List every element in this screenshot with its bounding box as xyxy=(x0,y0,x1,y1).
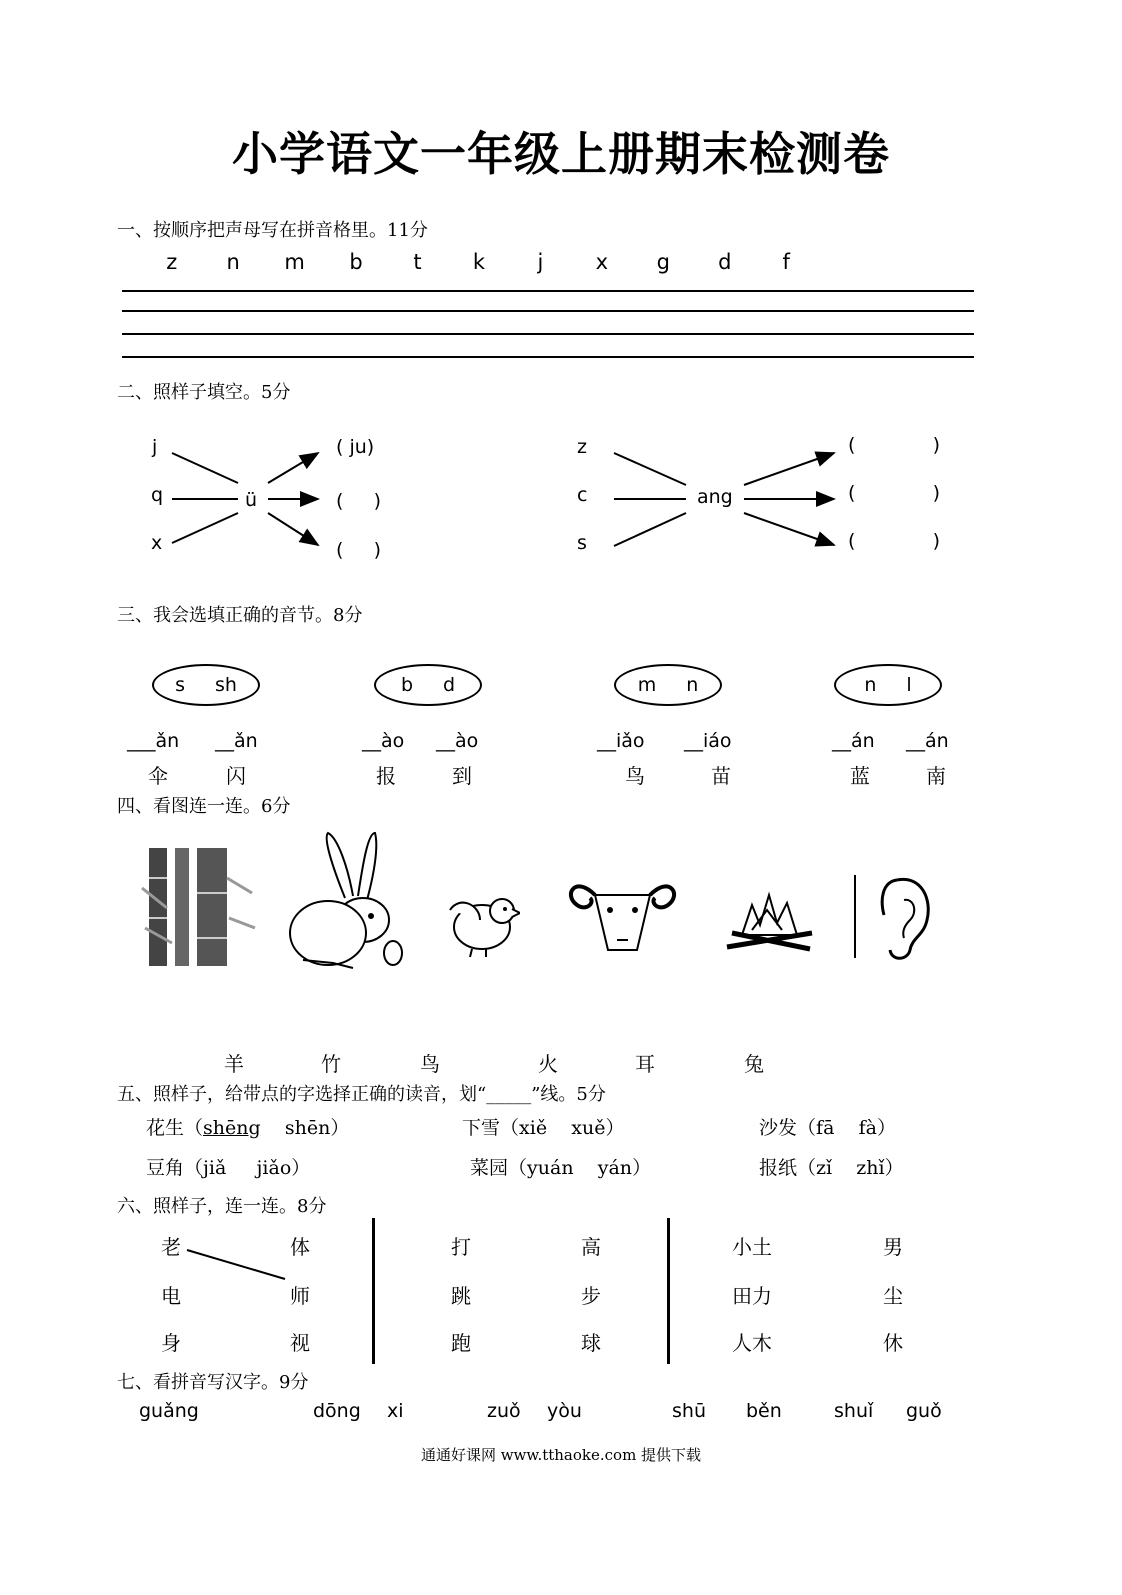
choice-option: sh xyxy=(214,674,237,696)
reading-item: 报纸（zǐ zhǐ） xyxy=(759,1157,904,1179)
initial-letter: t xyxy=(413,250,422,274)
answer-blank[interactable]: ( ) xyxy=(336,539,382,561)
initial-letter: d xyxy=(718,250,732,274)
hanzi-char: 苗 xyxy=(711,764,731,788)
initial-s: s xyxy=(577,532,587,554)
choice-oval xyxy=(614,664,722,706)
item-word: 豆角 xyxy=(146,1157,185,1179)
reading-item: 下雪（xiě xuě） xyxy=(462,1117,625,1139)
choice-option: n xyxy=(686,674,699,696)
initial-letter: k xyxy=(472,250,486,274)
initial-letter: x xyxy=(595,250,609,274)
match-char[interactable]: 师 xyxy=(290,1284,310,1308)
choice-option: l xyxy=(906,674,912,696)
hanzi-char: 蓝 xyxy=(850,764,870,788)
initial-c: c xyxy=(577,484,588,506)
answer-blank[interactable]: ( ) xyxy=(848,482,940,504)
match-char[interactable]: 男 xyxy=(883,1235,903,1259)
pinyin-word: yòu xyxy=(547,1400,582,1422)
initial-letter: f xyxy=(782,250,790,274)
syllable-blank[interactable]: __ào xyxy=(436,730,479,752)
match-char[interactable]: 老 xyxy=(161,1235,181,1259)
ear-icon[interactable] xyxy=(852,870,947,965)
choice-option: s xyxy=(175,674,185,696)
pinyin-option[interactable]: yán xyxy=(597,1157,633,1179)
match-char[interactable]: 视 xyxy=(290,1331,310,1355)
syllable-blank[interactable]: __ào xyxy=(362,730,405,752)
pinyin-word: běn xyxy=(746,1400,782,1422)
column-divider xyxy=(667,1218,670,1364)
arrow-line xyxy=(268,513,318,545)
item-word: 报纸 xyxy=(759,1157,798,1179)
initial-letter: b xyxy=(349,250,363,274)
heading-text: ”线。5分 xyxy=(531,1084,606,1105)
match-char[interactable]: 体 xyxy=(290,1235,310,1259)
final-u: ü xyxy=(245,489,258,511)
match-char[interactable]: 田力 xyxy=(732,1284,772,1308)
arrow-line xyxy=(744,513,834,545)
picture-word: 竹 xyxy=(321,1052,341,1076)
match-char[interactable]: 休 xyxy=(883,1331,903,1355)
page-title: 小学语文一年级上册期末检测卷 xyxy=(232,127,890,181)
picture-word: 鸟 xyxy=(420,1052,440,1076)
arrow-line xyxy=(744,453,834,485)
item-word: 花生 xyxy=(146,1117,185,1139)
initial-j: j xyxy=(152,436,158,458)
item-word: 菜园 xyxy=(470,1157,509,1179)
pinyin-option[interactable]: fà xyxy=(858,1117,877,1139)
reading-item: 花生（shēng shēn） xyxy=(146,1117,350,1139)
reading-item: 菜园（yuán yán） xyxy=(470,1157,652,1179)
arrow-line xyxy=(268,453,318,483)
connector-line xyxy=(172,513,238,543)
initial-letter: z xyxy=(166,250,178,274)
example-connector-line xyxy=(185,1245,290,1285)
section-4-heading: 四、看图连一连。6分 xyxy=(117,796,291,817)
match-char[interactable]: 尘 xyxy=(883,1284,903,1308)
section-5-heading xyxy=(117,1080,606,1106)
pinyin-word: guǎng xyxy=(139,1400,199,1422)
bamboo-icon[interactable] xyxy=(137,848,257,968)
match-char[interactable]: 身 xyxy=(161,1331,181,1355)
connector-line xyxy=(172,453,238,483)
picture-word: 兔 xyxy=(744,1052,764,1076)
rabbit-icon[interactable] xyxy=(283,828,413,973)
match-char[interactable]: 跑 xyxy=(451,1331,471,1355)
choice-option: b xyxy=(400,674,413,696)
pinyin-word: shū xyxy=(672,1400,706,1422)
match-char[interactable]: 小土 xyxy=(732,1235,772,1259)
initial-letter: j xyxy=(537,250,544,274)
hanzi-char: 鸟 xyxy=(625,764,645,788)
match-char[interactable]: 电 xyxy=(161,1284,181,1308)
initial-letter: m xyxy=(284,250,305,274)
syllable-blank[interactable]: __iáo xyxy=(684,730,732,752)
syllable-blank[interactable]: __án xyxy=(832,730,875,752)
heading-text: 五、照样子，给带点的字选择正确的读音，划“ xyxy=(117,1084,487,1105)
pinyin-word: zuǒ xyxy=(487,1400,521,1422)
picture-word: 火 xyxy=(538,1052,558,1076)
pinyin-word: guǒ xyxy=(906,1400,942,1422)
item-word: 沙发 xyxy=(759,1117,798,1139)
reading-item: 豆角（jiǎ jiǎo） xyxy=(146,1157,311,1179)
choice-oval xyxy=(374,664,482,706)
match-char[interactable]: 人木 xyxy=(732,1331,772,1355)
heading-blank: _____ xyxy=(486,1084,532,1105)
section-6-heading: 六、照样子，连一连。8分 xyxy=(117,1196,327,1217)
choice-option: n xyxy=(864,674,877,696)
pinyin-writing-grid[interactable] xyxy=(122,290,974,360)
pinyin-option[interactable]: jiǎ xyxy=(203,1157,227,1179)
pinyin-option[interactable]: jiǎo xyxy=(256,1157,292,1179)
syllable-blank[interactable]: __ǎn xyxy=(215,730,258,752)
item-word: 下雪 xyxy=(462,1117,501,1139)
pinyin-option[interactable]: shēng xyxy=(203,1117,261,1139)
connector-line xyxy=(614,453,686,485)
choice-option: d xyxy=(443,674,456,696)
pinyin-word: dōng xyxy=(313,1400,361,1422)
match-char[interactable]: 步 xyxy=(581,1284,601,1308)
match-char[interactable]: 跳 xyxy=(451,1284,471,1308)
initial-z: z xyxy=(577,436,587,458)
connector-line xyxy=(614,513,686,546)
match-char[interactable]: 球 xyxy=(581,1331,601,1355)
final-ang: ang xyxy=(697,486,733,508)
pinyin-option[interactable]: shēn xyxy=(284,1117,331,1139)
goat-icon[interactable] xyxy=(565,870,680,955)
pinyin-option[interactable]: fā xyxy=(816,1117,835,1139)
hanzi-char: 伞 xyxy=(148,764,168,788)
section-3-heading: 三、我会选填正确的音节。8分 xyxy=(117,605,363,626)
pinyin-option[interactable]: zǐ xyxy=(816,1157,833,1179)
initial-letter: g xyxy=(656,250,671,274)
picture-word: 耳 xyxy=(635,1052,655,1076)
section-1-heading: 一、按顺序把声母写在拼音格里。11分 xyxy=(117,220,428,241)
pinyin-option[interactable]: xuě xyxy=(571,1117,606,1139)
initial-letter: n xyxy=(226,250,240,274)
footer-credit: 通通好课网 www.tthaoke.com 提供下载 xyxy=(420,1446,702,1464)
hanzi-char: 南 xyxy=(926,764,946,788)
syllable-blank[interactable]: ___ǎn xyxy=(127,730,180,752)
answer-blank[interactable]: ( ju) xyxy=(336,436,375,458)
hanzi-char: 闪 xyxy=(226,764,246,788)
answer-blank[interactable]: ( ) xyxy=(848,530,940,552)
section-2-heading: 二、照样子填空。5分 xyxy=(117,382,291,403)
hanzi-char: 报 xyxy=(376,764,396,788)
pinyin-option[interactable]: yuán xyxy=(527,1157,574,1179)
match-char[interactable]: 高 xyxy=(581,1235,601,1259)
fire-icon[interactable] xyxy=(722,885,817,955)
choice-oval xyxy=(834,664,942,706)
choice-oval xyxy=(152,664,260,706)
choice-option: m xyxy=(637,674,657,696)
bird-icon[interactable] xyxy=(440,875,520,960)
picture-word: 羊 xyxy=(224,1052,244,1076)
initial-x: x xyxy=(151,532,163,554)
syllable-blank[interactable]: __án xyxy=(906,730,949,752)
pinyin-option[interactable]: zhǐ xyxy=(856,1157,885,1179)
section-7-heading: 七、看拼音写汉字。9分 xyxy=(117,1372,309,1393)
syllable-blank[interactable]: __iǎo xyxy=(597,730,645,752)
initial-q: q xyxy=(151,484,164,506)
column-divider xyxy=(372,1218,375,1364)
answer-blank[interactable]: ( ) xyxy=(336,490,382,512)
initials-row xyxy=(117,250,817,274)
pinyin-option[interactable]: xiě xyxy=(519,1117,548,1139)
pinyin-word: shuǐ xyxy=(834,1400,874,1422)
hanzi-char: 到 xyxy=(452,764,472,788)
match-char[interactable]: 打 xyxy=(451,1235,471,1259)
pinyin-word: xi xyxy=(387,1400,404,1422)
answer-blank[interactable]: ( ) xyxy=(848,434,940,456)
reading-item: 沙发（fā fà） xyxy=(759,1117,896,1139)
